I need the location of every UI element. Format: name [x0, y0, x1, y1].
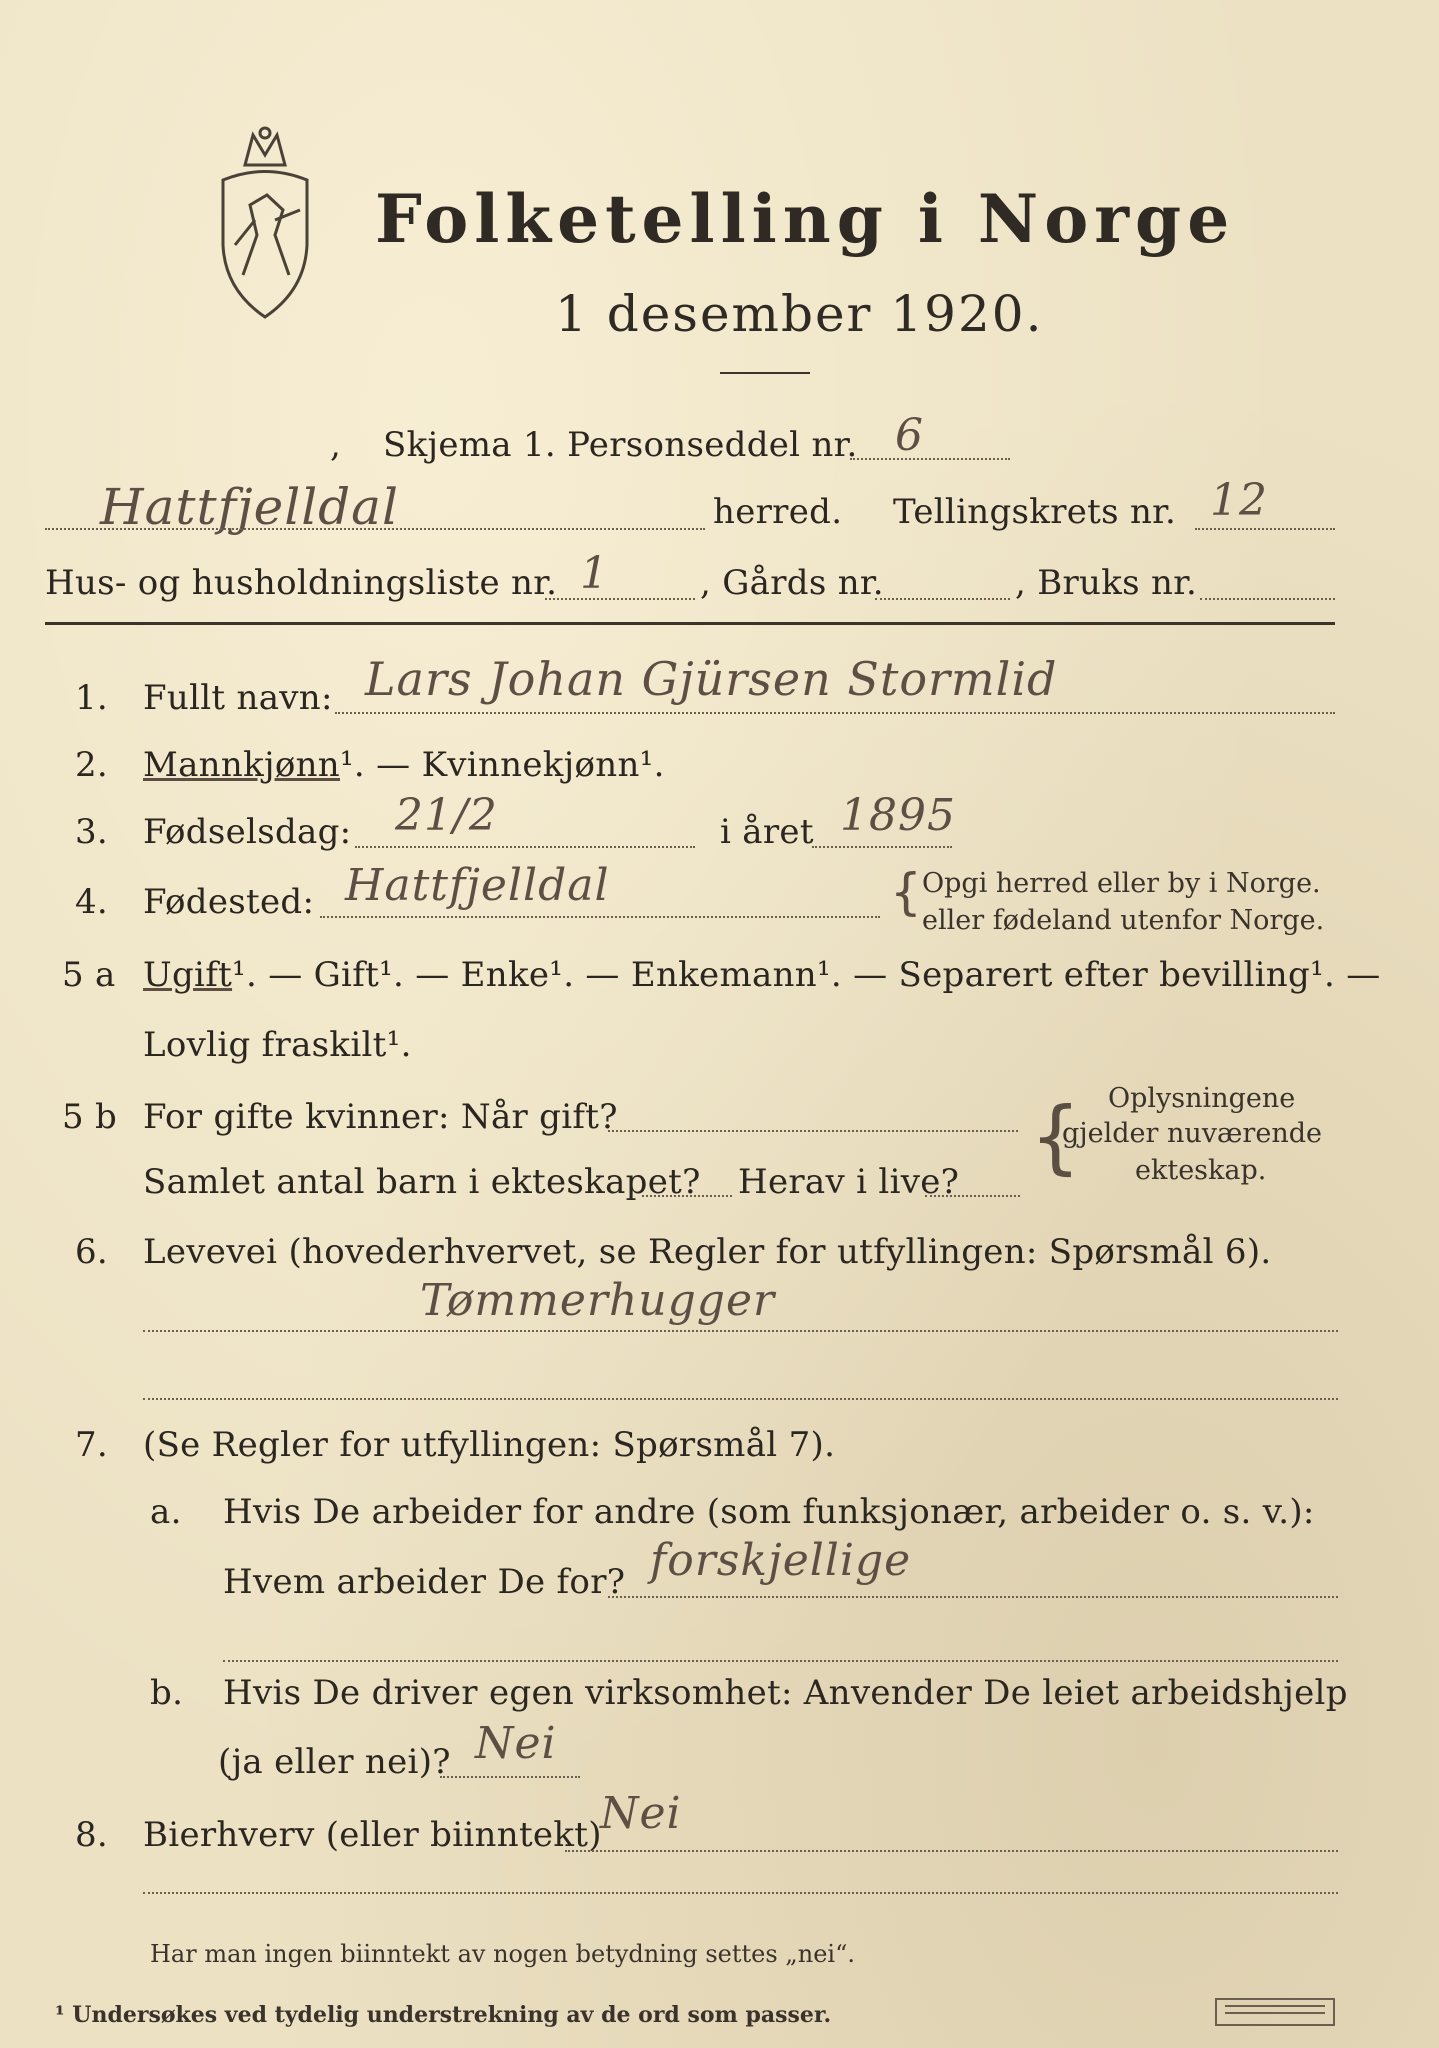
q2-sex — [143, 745, 665, 785]
census-date: 1 desember 1920. — [555, 285, 1044, 343]
q4-brace: { — [890, 863, 922, 921]
q7b-label: Hvis De driver egen virksomhet: Anvender De leiet arbeidshjelp — [223, 1673, 1348, 1713]
q5a-line2: Lovlig fraskilt¹. — [143, 1025, 412, 1065]
q3-year-label: i året — [720, 812, 814, 852]
ugift-option: Ugift — [143, 955, 233, 995]
q5a-other-options: ¹. — Gift¹. — Enke¹. — Enkemann¹. — Separert efter bevilling¹. — — [232, 955, 1381, 995]
herred-value: Hattfjelldal — [100, 478, 399, 536]
q5b-note-1: Oplysningene — [1108, 1083, 1296, 1114]
q5b-label-2: Samlet antal barn i ekteskapet? — [143, 1162, 701, 1202]
printer-stamp-icon — [1215, 1998, 1335, 2026]
q4-note-2: eller fødeland utenfor Norge. — [922, 905, 1325, 936]
q4-note-1: Opgi herred eller by i Norge. — [922, 868, 1321, 899]
q5b-note-3: ekteskap. — [1135, 1155, 1267, 1186]
q6-number: 6. — [75, 1232, 109, 1272]
birth-year-value: 1895 — [840, 790, 956, 841]
birthdate-value: 21/2 — [395, 790, 498, 841]
footnote: ¹ Undersøkes ved tydelig understrekning av de ord som passer. — [55, 2002, 832, 2028]
q7-number: 7. — [75, 1425, 109, 1465]
tellingskrets-value: 12 — [1210, 475, 1268, 526]
personseddel-number: 6 — [895, 410, 924, 461]
schema-label: Skjema 1. Personseddel nr. — [383, 425, 858, 465]
q5b-note-2: gjelder nuværende — [1062, 1118, 1322, 1149]
q6-label: Levevei (hovederhvervet, se Regler for utfyllingen: Spørsmål 6). — [143, 1232, 1272, 1272]
hired-help-value: Nei — [475, 1718, 557, 1769]
household-list-label: Hus- og husholdningsliste nr. — [45, 563, 558, 603]
q5b-number: 5 b — [62, 1097, 118, 1137]
gards-label: , Gårds nr. — [700, 563, 884, 603]
q4-number: 4. — [75, 882, 109, 922]
title-divider — [720, 372, 810, 374]
q5a-options — [143, 955, 1381, 995]
form-title: Folketelling i Norge — [375, 180, 1236, 258]
q2-number: 2. — [75, 745, 109, 785]
q5a-number: 5 a — [62, 955, 116, 995]
full-name-value: Lars Johan Gjürsen Stormlid — [365, 652, 1058, 706]
schema-comma: , — [330, 425, 342, 465]
header-rule — [45, 622, 1335, 625]
q7a-number: a. — [150, 1492, 182, 1532]
female-option: Kvinnekjønn¹. — [421, 745, 665, 785]
herred-label: herred. — [713, 492, 843, 532]
q7b-label-2: (ja eller nei)? — [218, 1742, 451, 1782]
q5b-label-1: For gifte kvinner: Når gift? — [143, 1097, 618, 1137]
q5b-label-3: Herav i live? — [738, 1162, 960, 1202]
tellingskrets-label: Tellingskrets nr. — [893, 492, 1177, 532]
norwegian-coat-of-arms-icon — [205, 125, 325, 325]
occupation-value: Tømmerhugger — [420, 1275, 776, 1326]
q1-label: Fullt navn: — [143, 678, 333, 718]
birthplace-value: Hattfjelldal — [345, 860, 610, 911]
footer-note: Har man ingen biinntekt av nogen betydning settes „nei“. — [150, 1940, 855, 1968]
side-income-value: Nei — [600, 1788, 682, 1839]
q3-number: 3. — [75, 812, 109, 852]
q2-separator: ¹. — — [340, 745, 422, 785]
q8-label: Bierhverv (eller biinntekt) — [143, 1815, 602, 1855]
q7a-label: Hvis De arbeider for andre (som funksjonær, arbeider o. s. v.): — [223, 1492, 1315, 1532]
q7-label: (Se Regler for utfyllingen: Spørsmål 7). — [143, 1425, 836, 1465]
q8-number: 8. — [75, 1815, 109, 1855]
q5b-brace: { — [1030, 1090, 1081, 1183]
household-list-value: 1 — [580, 548, 609, 599]
q4-label: Fødested: — [143, 882, 315, 922]
q7b-number: b. — [150, 1673, 184, 1713]
q3-label: Fødselsdag: — [143, 812, 352, 852]
employer-value: forskjellige — [650, 1535, 912, 1586]
q7a-label-2: Hvem arbeider De for? — [223, 1562, 626, 1602]
bruks-label: , Bruks nr. — [1015, 563, 1198, 603]
male-option: Mannkjønn — [143, 745, 340, 785]
q1-number: 1. — [75, 678, 109, 718]
